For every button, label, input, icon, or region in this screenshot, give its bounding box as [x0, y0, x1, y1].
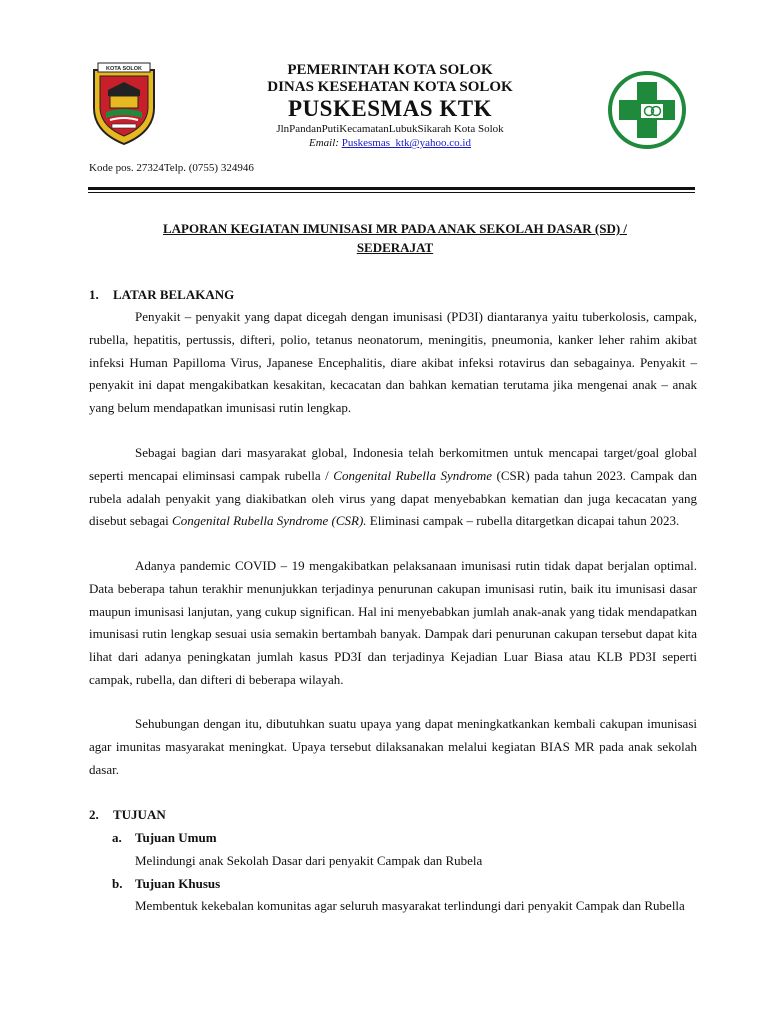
section-heading-tujuan	[89, 807, 166, 823]
subheading-tujuan-umum	[112, 830, 217, 846]
paragraph-global-commitment	[89, 442, 697, 533]
text-run: Sebagai bagian dari masyarakat global, Indonesia telah berkomitmen untuk mencapai target/goal global seperti mencapai eliminsasi campak rubella /	[89, 445, 697, 483]
puskesmas-cross-logo	[607, 70, 687, 150]
postal-phone-line: Kode pos. 27324Telp. (0755) 324946	[89, 162, 254, 174]
text-run: (CSR) pada tahun 2023. Campak dan rubela adalah penyakit yang diakibatkan oleh virus yang dapat menyebabkan kematian dan juga kecacatan yang disebut sebagai	[89, 467, 697, 529]
subsection-title: Tujuan Khusus	[135, 876, 221, 891]
section-heading-latar-belakang	[89, 287, 234, 303]
letterhead	[180, 62, 600, 150]
section-title: LATAR BELAKANG	[113, 287, 235, 302]
letterhead-address: JlnPandanPutiKecamatanLubukSikarah Kota Solok	[276, 123, 504, 135]
letterhead-department: DINAS KESEHATAN KOTA SOLOK	[267, 79, 513, 95]
subsection-title: Tujuan Umum	[135, 830, 217, 845]
letterhead-organization: PUSKESMAS KTK	[288, 96, 492, 121]
section-title: TUJUAN	[113, 807, 166, 822]
report-title	[100, 219, 690, 257]
email-label: Email:	[309, 137, 339, 149]
subheading-tujuan-khusus	[112, 876, 220, 892]
italic-term: Congenital Rubella Syndrome (CSR).	[172, 513, 367, 529]
letterhead-rule-thick	[88, 187, 695, 190]
letterhead-rule-thin	[88, 192, 695, 193]
letterhead-email-line	[180, 136, 600, 150]
kota-solok-emblem-logo	[88, 60, 160, 146]
letterhead-government: PEMERINTAH KOTA SOLOK	[287, 62, 493, 78]
subsection-label: a.	[112, 830, 122, 845]
text-tujuan-khusus: Membentuk kekebalan komunitas agar seluruh masyarakat terlindungi dari penyakit Campak dan Rubella	[135, 898, 685, 913]
section-number: 1.	[89, 287, 99, 302]
paragraph-pd3i: Penyakit – penyakit yang dapat dicegah dengan imunisasi (PD3I) diantaranya yaitu tuberkolosis, campak, rubella, hepatitis, pertussis, difteri, polio, tetanus neonatorum, meningitis, pneumonia, kanker leher rahim akibat infeksi Human Papilloma Virus, Japanese Encephalitis, diare akibat infeksi rotavirus dan sebagainya. Penyakit – penyakit ini dapat mengakibatkan kesakitan, kecacatan dan bahkan kematian terutama jika mengenai anak – anak yang belum mendapatkan imunisasi rutin lengkap.	[89, 309, 697, 416]
report-title-line1: LAPORAN KEGIATAN IMUNISASI MR PADA ANAK SEKOLAH DASAR (SD) /	[162, 221, 628, 236]
text-run: Eliminasi campak – rubella ditargetkan dicapai tahun 2023.	[366, 513, 680, 529]
subsection-label: b.	[112, 876, 123, 891]
paragraph-covid-impact: Adanya pandemic COVID – 19 mengakibatkan pelaksanaan imunisasi rutin tidak dapat berjalan optimal. Data beberapa tahun terakhir menunjukkan terjadinya penurunan cakupan imunisasi rutin, baik itu imunisasi dasar maupun imunisasi lanjutan, yang cukup significan. Hal ini menyebabkan jumlah anak-anak yang tidak mendapatkan imunisasi rutin lengkap sesuai usia semakin bertambah banyak. Dampak dari penurunan cakupan tersebut dapat kita lihat dari adanya peningkatan jumlah kasus PD3I dan terjadinya Kejadian Luar Biasa atau KLB PD3I seperti campak, rubella, dan difteri di beberapa wilayah.	[89, 558, 697, 687]
emblem-text: KOTA SOLOK	[105, 66, 143, 72]
email-link[interactable]: Puskesmas_ktk@yahoo.co.id	[341, 137, 471, 149]
report-title-line2: SEDERAJAT	[356, 240, 434, 255]
italic-term: Congenital Rubella Syndrome	[333, 467, 493, 483]
paragraph-bias-mr: Sehubungan dengan itu, dibutuhkan suatu upaya yang dapat meningkatkankan kembali cakupan imunisasi agar imunitas masyarakat meningkat. Upaya tersebut dilaksanakan melalui kegiatan BIAS MR pada anak sekolah dasar.	[89, 716, 697, 777]
text-tujuan-umum: Melindungi anak Sekolah Dasar dari penyakit Campak dan Rubela	[135, 853, 483, 868]
section-number: 2.	[89, 807, 99, 822]
